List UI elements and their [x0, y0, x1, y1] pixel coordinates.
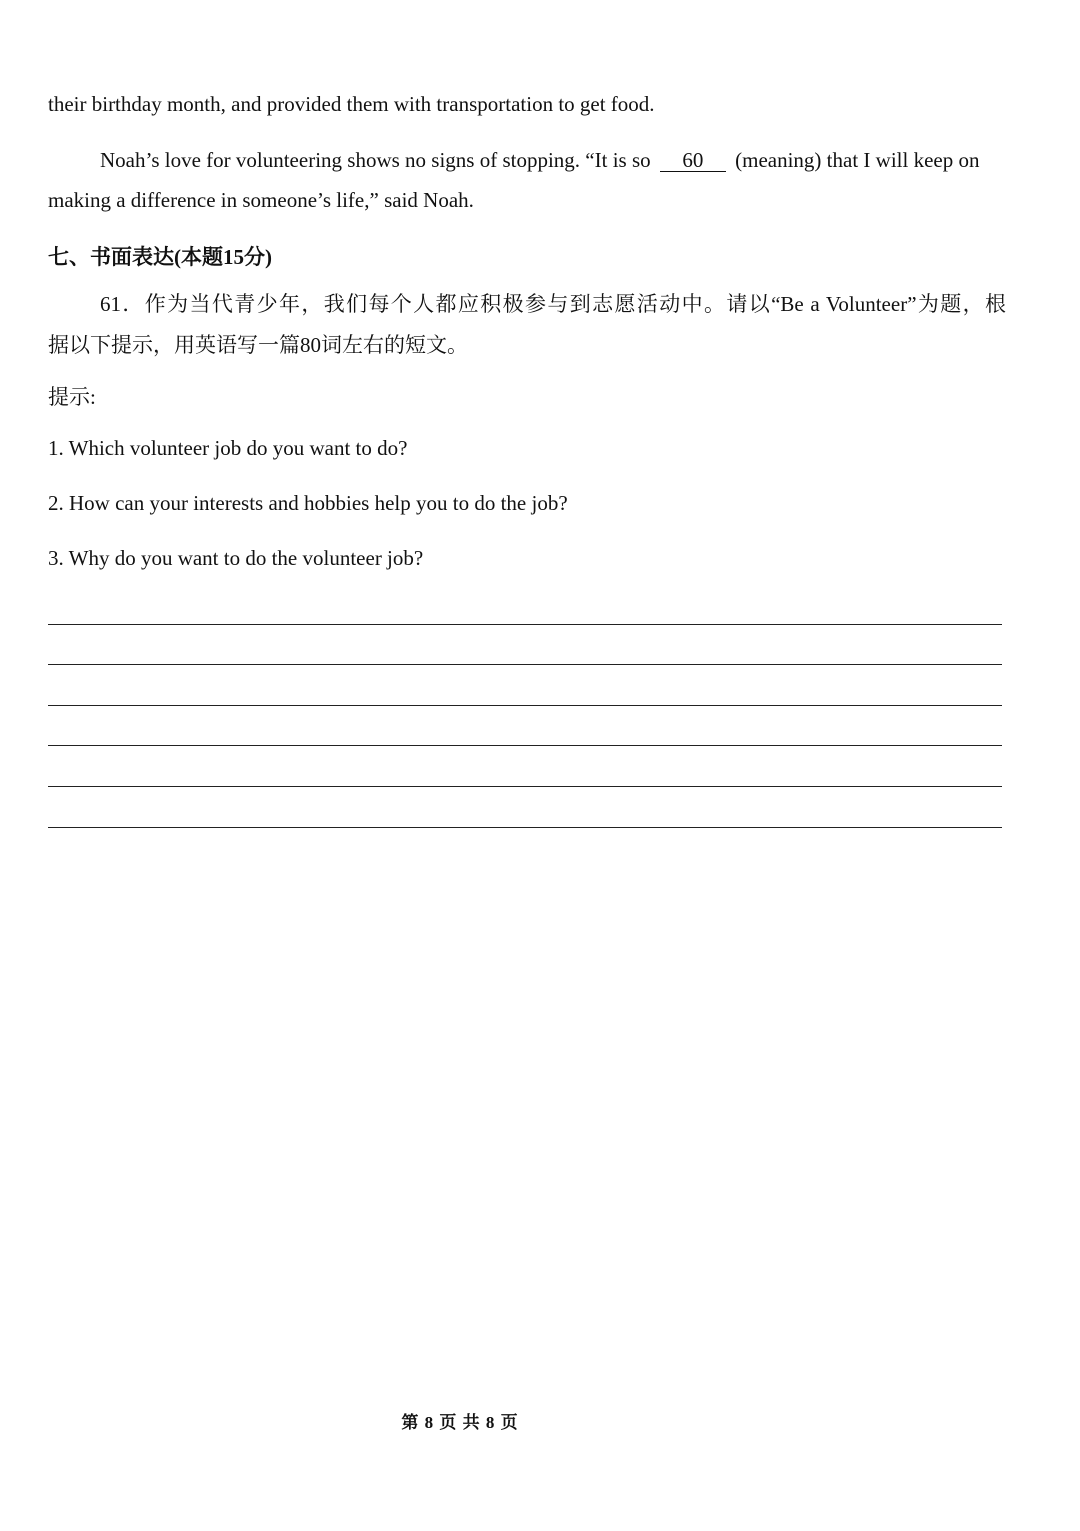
hint-label: 提示:: [48, 385, 96, 409]
answer-line[interactable]: [48, 624, 1002, 625]
answer-line[interactable]: [48, 827, 1002, 828]
hint-item-2: 2. How can your interests and hobbies help you to do the job?: [48, 491, 568, 515]
section-heading: 七、书面表达(本题15分): [48, 245, 272, 269]
hint-item-1: 1. Which volunteer job do you want to do?: [48, 436, 408, 460]
page-footer: 第 8 页 共 8 页: [401, 1413, 519, 1432]
question-line-2: 据以下提示，用英语写一篇80词左右的短文。: [48, 333, 468, 357]
answer-line[interactable]: [48, 664, 1002, 665]
passage-line-2-before: Noah’s love for volunteering shows no signs of stopping. “It is so: [100, 148, 651, 172]
answer-line[interactable]: [48, 786, 1002, 787]
passage-line-3: making a difference in someone’s life,” said Noah.: [48, 188, 474, 212]
answer-line[interactable]: [48, 705, 1002, 706]
blank-60[interactable]: 60: [660, 149, 726, 172]
passage-line-2: [100, 146, 979, 174]
question-line-1: 61．作为当代青少年，我们每个人都应积极参与到志愿活动中。请以“Be a Volunteer”为题，根: [100, 292, 1006, 316]
passage-line-1: their birthday month, and provided them with transportation to get food.: [48, 92, 655, 116]
answer-line[interactable]: [48, 745, 1002, 746]
passage-line-2-after: (meaning) that I will keep on: [735, 148, 980, 172]
hint-item-3: 3. Why do you want to do the volunteer job?: [48, 546, 424, 570]
